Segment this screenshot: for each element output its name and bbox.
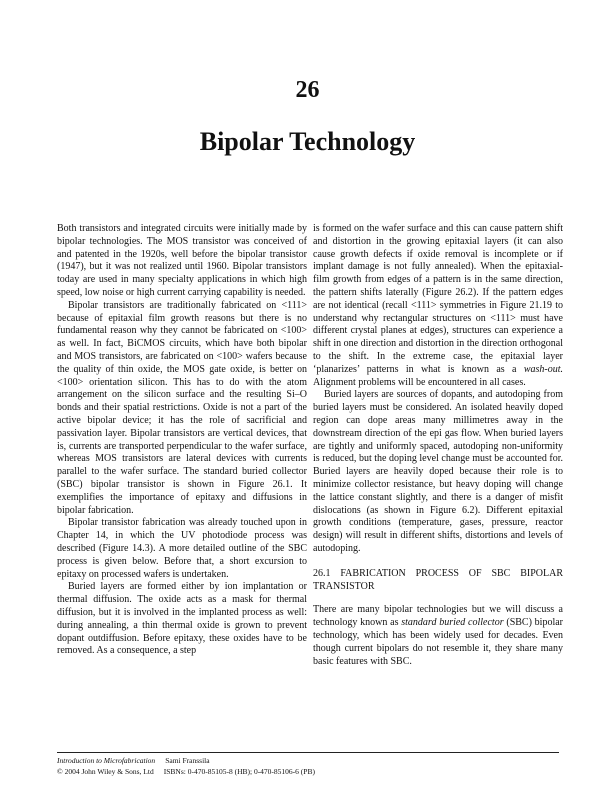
text-run: (SBC) bipolar technology, which has been widely used for decades. Even though current bipolars do not resemble it, they share many basic features with SBC. (313, 617, 564, 667)
isbns: ISBNs: 0-470-85105-8 (HB); 0-470-85106-6 (PB) (163, 767, 315, 776)
copyright: © 2004 John Wiley & Sons, Ltd (57, 767, 154, 776)
text-run: There are many bipolar technologies but we will discuss a technology known as (313, 604, 563, 629)
author: Sami Franssila (165, 756, 210, 765)
footer-citation (57, 756, 210, 766)
paragraph: Buried layers are sources of dopants, and autodoping from buried layers must be considered. An isolated heavily doped region can dope areas many millimetres away in the downstream direction of the epi gas flow. When buried layers are tightly and uniformly spaced, autodoping non-uniformity is reduced, but the doping level change must be accounted for. Buried layers are heavily doped because their role is to minimize collector resistance, but heavy doping will change the lattice constant slightly, and there is a danger of misfit dislocations (as shown in Figure 6.2). Different epitaxial growth conditions (temperature, gases, pressure, reactor design) will result in different shifts, distortions and levels of autodoping. (313, 389, 563, 554)
footer-copyright (57, 767, 315, 777)
text-run: Alignment problems will be encountered in all cases. (313, 376, 526, 388)
section-heading: 26.1 FABRICATION PROCESS OF SBC BIPOLAR TRANSISTOR (313, 567, 563, 592)
paragraph (313, 604, 563, 668)
book-title: Introduction to Microfabrication (57, 756, 156, 765)
paragraph (313, 223, 563, 389)
footer-divider (57, 752, 559, 753)
paragraph: Bipolar transistors are traditionally fabricated on <111> because of epitaxial film growth reasons but there is no fundamental reason why they cannot be fabricated on <100> as well. In fact, BiCMOS circuits, which have both bipolar and MOS transistors, are fabricated on <100> wafers because the quality of thin oxide, the MOS gate oxide, is better on <100> orientation silicon. This has to do with the atom arrangement on the silicon surface and the resulting Si–O bonds and their spatial restrictions. Oxide is not a part of the active bipolar device; it has the role of sacrificial and passivation layer. Bipolar transistors are vertical devices, that is, currents are transported perpendicular to the wafer surface, whereas MOS transistors are lateral devices with currents parallel to the wafer surface. The standard buried collector (SBC) bipolar transistor is shown in Figure 26.1. It exemplifies the importance of epitaxy and diffusions in bipolar fabrication. (57, 299, 307, 516)
italic-term: standard buried collector (401, 617, 504, 629)
paragraph: Bipolar transistor fabrication was already touched upon in Chapter 14, in which the UV photodiode process was described (Figure 14.3). A more detailed outline of the SBC process is given below. Before that, a short excursion to epitaxy on processed wafers is undertaken. (57, 517, 307, 580)
left-column (57, 223, 307, 658)
text-run: is formed on the wafer surface and this can cause pattern shift and distortion in the growing epitaxial layers (it can also cause growth defects if oxide removal is incomplete or if implant damage is not fully annealed). When the epitaxial-film growth from edges of a pattern is in the same direction, the pattern shifts laterally (Figure 26.2). If the pattern edges are not identical (recall <111> symmetries in Figure 21.19 to understand why rectangular structures on <111> must have different crystal planes at edges), structures can experience a shift in one direction and distortion in the direction orthogonal to the shift. In the extreme case, the epitaxial layer ‘planarizes’ patterns in what is known as a (313, 223, 563, 375)
right-column (313, 223, 563, 668)
paragraph: Both transistors and integrated circuits were initially made by bipolar technologies. The MOS transistor was conceived of and patented in the 1920s, well before the bipolar transistor (1947), but it was not realized until 1960. Bipolar transistors today are used in many specialty applications in which high speed, low noise or high current carrying capability is needed. (57, 223, 307, 298)
chapter-number: 26 (295, 77, 320, 103)
chapter-title: Bipolar Technology (199, 127, 416, 156)
paragraph: Buried layers are formed either by ion implantation or thermal diffusion. The oxide acts as a mask for thermal diffusion, but it is involved in the implanted process as well: during annealing, a thin thermal oxide is grown to prevent dopant outdiffusion. Before epitaxy, these oxides have to be removed. As a consequence, a step (57, 581, 307, 657)
italic-term: wash-out. (523, 363, 564, 375)
